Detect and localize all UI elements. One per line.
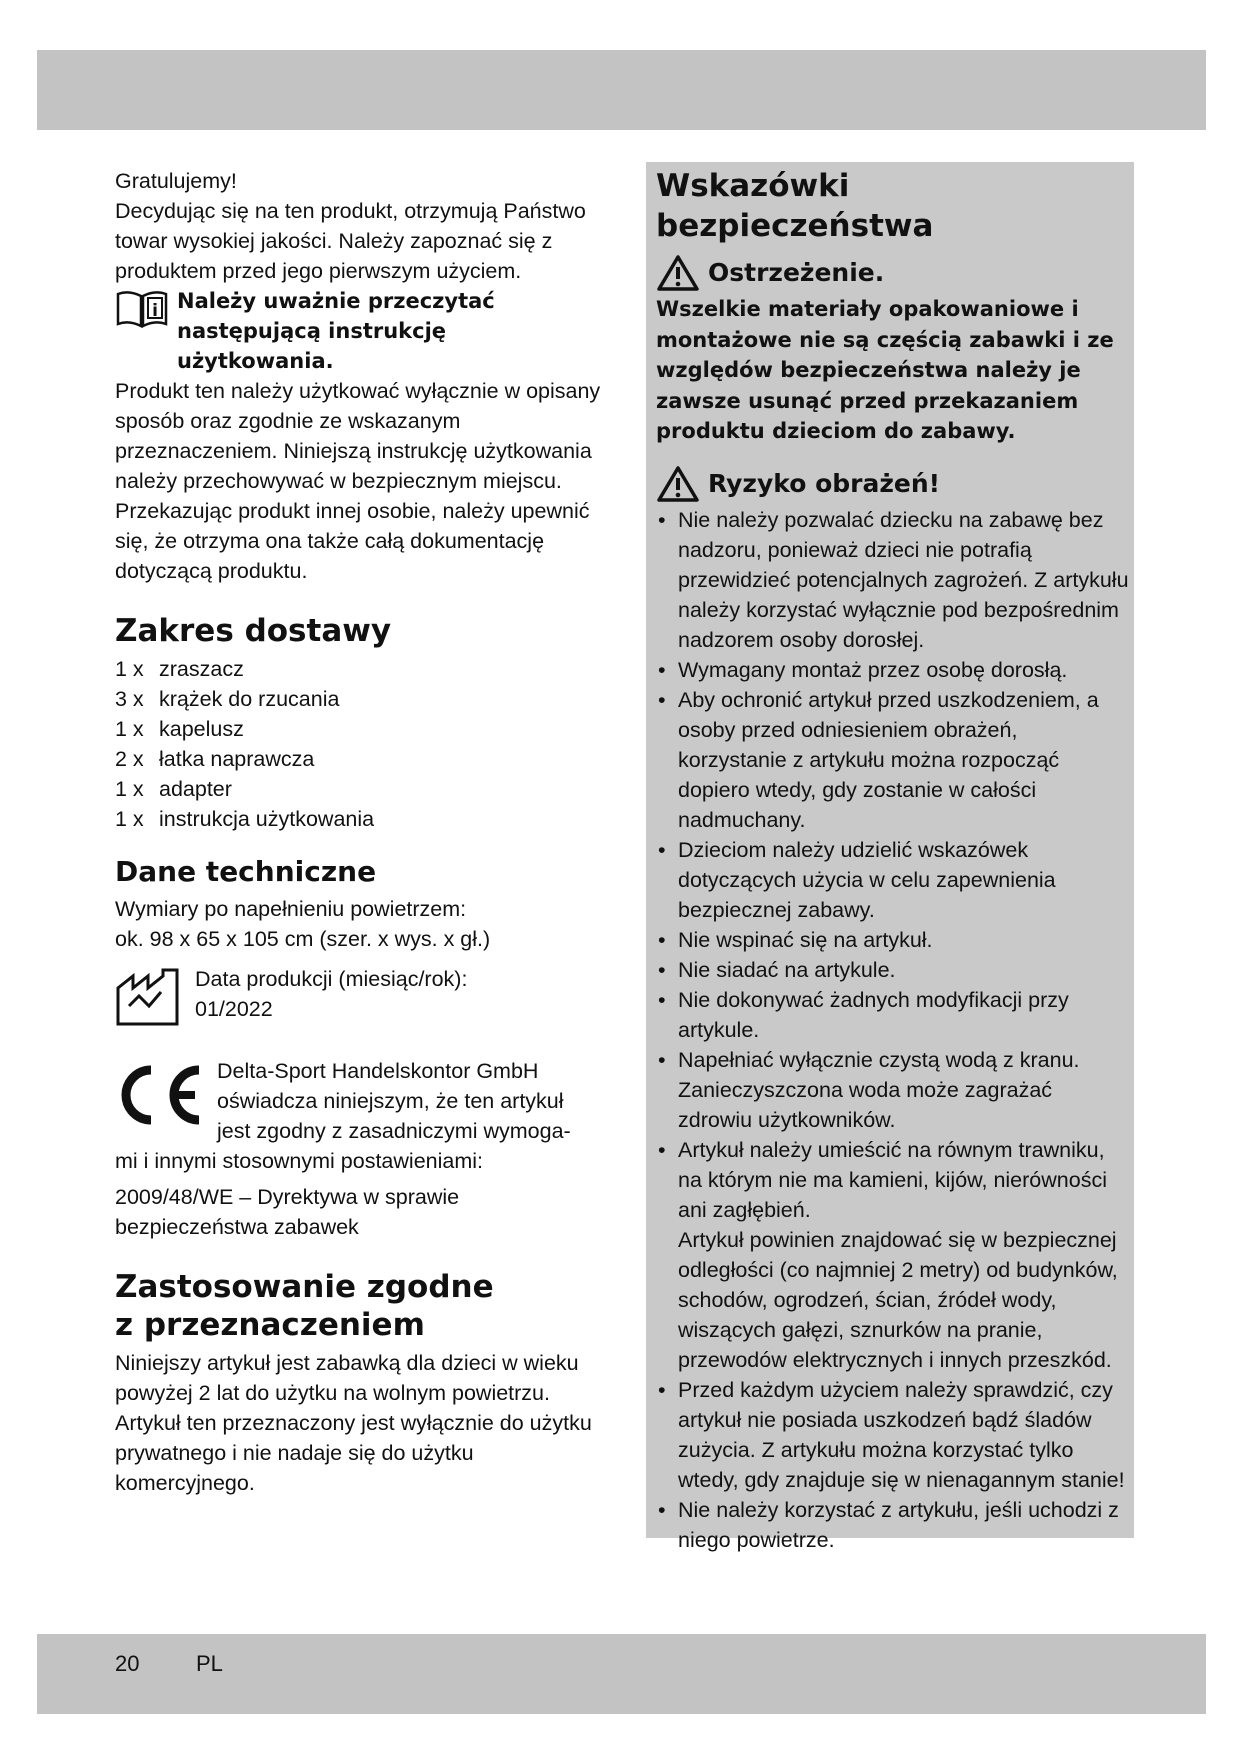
usage-text: Produkt ten należy użytkować wyłącznie w opisany sposób oraz zgodnie ze wskazanym przeznaczeniem. Niniejszą instrukcję użytkowania należy przechowywać w bezpiecznym miejscu. Przekazując produkt innej osobie, należy upewnić się, że otrzyma ona także całą dokumentację dotyczącą produktu. (115, 379, 601, 583)
page-number: 20 (115, 1651, 140, 1676)
production-label: Data produkcji (miesiąc/rok): (195, 967, 468, 991)
dimensions-value: ok. 98 x 65 x 105 cm (szer. x wys. x gł.) (115, 927, 491, 951)
directive-text: 2009/48/WE – Dyrektywa w sprawie bezpieczeństwa zabawek (115, 1185, 460, 1239)
list-item: • Wymagany montaż przez osobę dorosłą. (656, 655, 1131, 685)
ce-line-4: mi i innymi stosownymi postawieniami: (115, 1149, 483, 1173)
list-item: • Aby ochronić artykuł przed uszkodzeniem, a osoby przed odniesieniem obrażeń, korzystanie z artykułu można rozpocząć dopiero wtedy, gdy zostanie w całości nadmuchany. (656, 685, 1131, 835)
dimensions-label: Wymiary po napełnieniu powietrzem: (115, 897, 467, 921)
intended-use-text-2: Artykuł ten przeznaczony jest wyłącznie do użytku prywatnego i nie nadaje się do użytku komercyjnego. (115, 1411, 592, 1495)
greeting: Gratulujemy! (115, 169, 237, 193)
list-item: • Nie należy pozwalać dziecku na zabawę bez nadzoru, ponieważ dzieci nie potrafią przewidzieć potencjalnych zagrożeń. Z artykułu należy korzystać wyłącznie pod bezpośrednim nadzorem osoby dorosłej. (656, 505, 1131, 655)
read-manual-text: Należy uważnie przeczytać następującą instrukcję użytkowania. (177, 289, 495, 373)
list-item: • Dzieciom należy udzielić wskazówek dotyczących użycia w celu zapewnienia bezpiecznej zabawy. (656, 835, 1131, 925)
list-item: 1 x kapelusz (115, 717, 244, 741)
list-item: 1 x instrukcja użytkowania (115, 807, 375, 831)
list-item: 1 x zraszacz (115, 657, 244, 681)
header-band (37, 50, 1206, 130)
list-item: • Napełniać wyłącznie czystą wodą z kranu. Zanieczyszczona woda może zagrażać zdrowiu użytkowników. (656, 1045, 1131, 1135)
safety-list (656, 505, 1131, 1225)
ce-line-2: oświadcza niniejszym, że ten artykuł (217, 1089, 564, 1113)
intended-use-text-1: Niniejszy artykuł jest zabawką dla dzieci w wieku powyżej 2 lat do użytku na wolnym powietrzu. (115, 1351, 579, 1405)
production-date (115, 964, 605, 1034)
safety-panel (646, 162, 1134, 1552)
list-item-continuation: Artykuł powinien znajdować się w bezpiecznej odległości (co najmniej 2 metry) od budynków, schodów, ogrodzeń, ścian, źródeł wody, wiszących gałęzi, sznurków na pranie, przewodów elektrycznych i innych przeszkód. (678, 1227, 1118, 1372)
list-item: • Nie wspinać się na artykuł. (656, 925, 1131, 955)
list-item: • Nie siadać na artykule. (656, 955, 1131, 985)
risk-heading: Ryzyko obrażeń! (656, 465, 1131, 503)
warning-triangle-icon (656, 465, 700, 503)
ce-line-1: Delta-Sport Handelskontor GmbH (217, 1059, 539, 1083)
factory-icon (115, 968, 185, 1026)
warning-text: Wszelkie materiały opakowaniowe i montażowe nie są częścią zabawki i ze względów bezpieczeństwa należy je zawsze usunąć przed przekazaniem produktu dzieciom do zabawy. (656, 297, 1114, 443)
list-item: • Artykuł należy umieścić na równym trawniku, na którym nie ma kamieni, kijów, nierówności ani zagłębień. (656, 1135, 1131, 1225)
delivery-heading: Zakres dostawy (115, 613, 392, 649)
read-manual-icon (115, 288, 169, 328)
svg-text:i: i (152, 301, 158, 321)
list-item: 1 x adapter (115, 777, 232, 801)
ce-line-3: jest zgodny z zasadniczymi wymoga- (217, 1119, 571, 1143)
left-column (115, 166, 605, 1498)
list-item: • Nie dokonywać żadnych modyfikacji przy artykule. (656, 985, 1131, 1045)
delivery-list (115, 654, 605, 834)
safety-title: Wskazówki bezpieczeństwa (656, 168, 934, 244)
production-value: 01/2022 (195, 997, 273, 1021)
list-item: 3 x krążek do rzucania (115, 687, 340, 711)
warning-triangle-icon (656, 254, 700, 292)
intro-text: Decydując się na ten produkt, otrzymują Państwo towar wysokiej jakości. Należy zapoznać się z produktem przed jego pierwszym użyciem. (115, 199, 586, 283)
intended-use-heading: Zastosowanie zgodne z przeznaczeniem (115, 1269, 494, 1343)
ce-mark-icon (115, 1064, 207, 1126)
warning-heading: Ostrzeżenie. (656, 254, 1131, 292)
read-manual-note (115, 286, 605, 376)
list-item: 2 x łatka naprawcza (115, 747, 315, 771)
list-item: • Przed każdym użyciem należy sprawdzić, czy artykuł nie posiada uszkodzeń bądź śladów zużycia. Z artykułu można korzystać tylko wtedy, gdy znajduje się w nienagannym stanie! (656, 1375, 1131, 1495)
technical-heading: Dane techniczne (115, 855, 377, 888)
language-code: PL (196, 1651, 223, 1676)
safety-list-continued (656, 1375, 1131, 1555)
ce-declaration (115, 1056, 605, 1176)
list-item: • Nie należy korzystać z artykułu, jeśli uchodzi z niego powietrze. (656, 1495, 1131, 1555)
